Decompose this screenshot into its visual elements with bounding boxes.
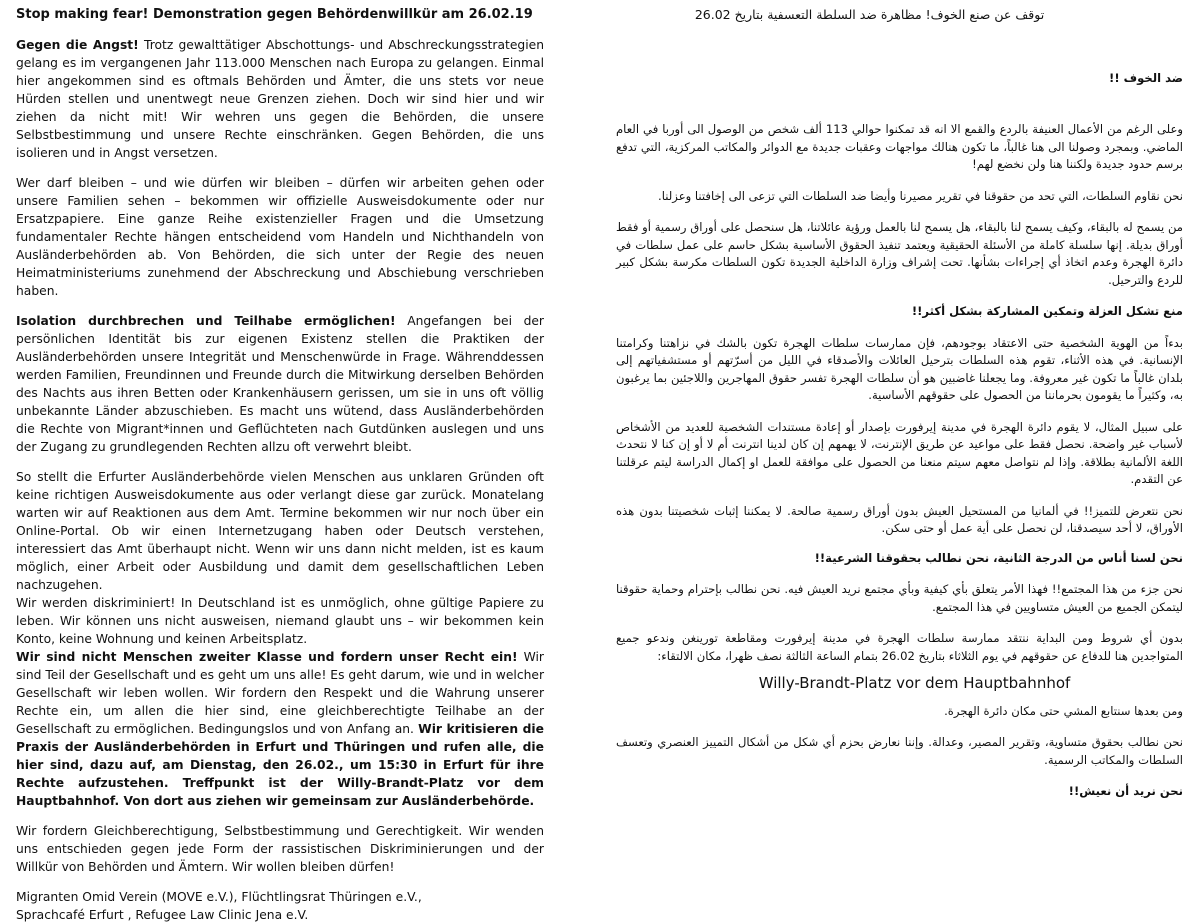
german-column [16, 6, 544, 924]
arabic-paragraph-8: بدون أي شروط ومن البداية ننتقد ممارسة سلطات الهجرة في مدينة إيرفورت ومقاطعة تورينغن وندعو جميع المتواجدين هنا للدفاع عن حقوقهم في يوم الثلاثاء بتاريخ 26.02 بتمام الساعة الثالثة نصف ظهرا، مكان الالتقاء: [616, 631, 1183, 663]
arabic-paragraph-6: نحن نتعرض للتميز!! في ألمانيا من المستحيل العيش بدون أوراق رسمية صالحة. لا يمكننا إثبات شخصيتنا بدون هذه الأوراق، لا أحد سيصدقنا، لن نحصل على أية عمل أو حتى سكن. [616, 503, 1183, 535]
meeting-place: Willy-Brandt-Platz vor dem Hauptbahnhof [758, 674, 1071, 692]
german-call-to-action: Wir kritisieren die Praxis der Ausländerbehörden in Erfurt und Thüringen und rufen alle, die hier sind, dazu auf, am Dienstag, den 26.02., um 15:30 in Erfurt für ihre Rechte aufzustehen. Treffpunkt ist der Willy-Brandt-Platz vor dem Hauptbahnhof. Von dort aus ziehen wir gemeinsam zur Ausländerbehörde. [16, 722, 544, 808]
arabic-paragraph-2: نحن نقاوم السلطات، التي تحد من حقوقنا في تقرير مصيرنا وأيضا ضد السلطات التي تزعى الى إخافتنا وعزلنا. [658, 188, 1183, 203]
german-paragraph-3-text: Angefangen bei der persönlichen Identität bis zur eigenen Existenz stellen die Praktiken der Ausländerbehörden unsere Integrität und Menschenwürde in Frage. Währenddessen werden Familien, Freundinnen und Freunde durch die Mitwirkung derselben Behörden des Nachts aus ihren Betten oder Krankenhäusern gerissen, um sie in uns oft völlig unbekannte Länder abzuschieben. Es macht uns wütend, dass Ausländerbehörden die Rechte von Migrant*innen und Geflüchteten nach Gutdünken auslegen und uns der Zugang zu grundlegenden Rechten allzu oft verwehrt bleibt. [16, 314, 544, 454]
arabic-paragraph-4: بدءاً من الهوية الشخصية حتى الاعتقاد بوجودهم، فإن ممارسات سلطات الهجرة تكون بالشك في نزاهتنا وكرامتنا الإنسانية. في هذه الأثناء، تقوم هذه السلطات بترحيل العائلات والأصدقاء في الليل من أسرّتهم أو مستشفياتهم إلى بلدان غالباً ما تكون غير معروفة. وما يجعلنا غاضبين هو أن سلطات الهجرة تفسر حقوق المهاجرين واللاجئين بما يرغبون به، وكثيراً ما يقومون بحرماننا من الحصول على حقوقهم الأساسية. [616, 335, 1183, 402]
arabic-paragraph-5: على سبيل المثال، لا يقوم دائرة الهجرة في مدينة إيرفورت بإصدار أو إعادة مستندات الشخصية للعديد من الأشخاص لأسباب غير واضحة. نحصل فقط على مواعيد عن طريق الإنترنت، لا يهمهم إن كان لدينا انترنت أم لا أو إن كنا لا نتحدث اللغة الألمانية بطلاقة. وإذا لم نتواصل معهم سيتم منعنا من الحصول على موافقة للعمل او إكمال الدراسة ليتم عرقلتنا عن التقدم. [616, 419, 1183, 486]
german-paragraph-4: So stellt die Erfurter Ausländerbehörde vielen Menschen aus unklaren Gründen oft keine richtigen Ausweisdokumente aus oder verlangt diese gar zurück. Monatelang warten wir auf Reaktionen aus dem Amt. Termine bekommen wir nur noch über ein Online-Portal. Ob wir einen Internetzugang haben oder Deutsch verstehen, interessiert das Amt überhaupt nicht. Wenn wir uns dann nicht melden, ist es kaum möglich, einer Arbeit oder Ausbildung und damit dem gesellschaftlichen Leben nachzugehen. [16, 470, 544, 592]
arabic-column [616, 6, 1183, 801]
german-paragraph-5: Wir werden diskriminiert! In Deutschland ist es unmöglich, ohne gültige Papiere zu leben. Wir können uns nicht ausweisen, niemand glaubt uns – wir bekommen kein Konto, keine Wohnung und keinen Arbeitsplatz. [16, 596, 544, 646]
arabic-paragraph-9: ومن بعدها سنتابع المشي حتى مكان دائرة الهجرة. [944, 703, 1183, 718]
arabic-paragraph-3: من يسمح له بالبقاء، وكيف يسمح لنا بالبقاء، هل يسمح لنا بالعمل ورؤية عائلاتنا، هل سنحصل على أوراق رسمية أو فقط أوراق بديلة. إنها سلسلة كاملة من الأسئلة الحقيقية ويعتمد تنفيذ الحقوق الأساسية بشكل حاسم على عمل سلطات في دائرة الهجرة وعدم اتخاذ أي إجراءات بشأنها. تحت إشراف وزارة الداخلية الجديدة تكون السلطات مكرسة بشكل كبير للردع والترحيل. [616, 220, 1183, 287]
german-signatories [16, 888, 544, 924]
arabic-heading-2: منع تشكل العزلة وتمكين المشاركة بشكل أكثر!! [911, 304, 1183, 318]
arabic-title: توقف عن صنع الخوف! مظاهرة ضد السلطة التعسفية بتاريخ 26.02 [694, 7, 1045, 22]
german-title: Stop making fear! Demonstration gegen Behördenwillkür am 26.02.19 [16, 7, 533, 22]
german-heading-gegen-die-angst: Gegen die Angst! [16, 38, 139, 52]
german-paragraph-6 [16, 648, 544, 810]
arabic-closing: نحن نريد أن نعيش!! [1068, 784, 1183, 798]
signatories-line-1: Migranten Omid Verein (MOVE e.V.), Flüchtlingsrat Thüringen e.V., [16, 890, 422, 904]
german-paragraph-7: Wir fordern Gleichberechtigung, Selbstbestimmung und Gerechtigkeit. Wir wenden uns entschieden gegen jede Form der rassistischen Diskriminierungen und der Willkür von Behörden und Ämtern. Wir wollen bleiben dürfen! [16, 824, 544, 874]
arabic-paragraph-7: نحن جزء من هذا المجتمع!! فهذا الأمر يتعلق بأي كيفية وبأي مجتمع نريد العيش فيه. نحن نطالب بإحترام وحماية حقوقنا ليتمكن الجميع من العيش متساويين في هذا المجتمع. [616, 582, 1183, 614]
arabic-paragraph-1: وعلى الرغم من الأعمال العنيفة بالردع والقمع الا انه قد تمكنوا حوالي 113 ألف شخص من الوصول الى أوربا في العام الماضي. وبمجرد وصولنا الى هنا غالباً، ما تكون هنالك مواجهات وعقبات جديدة مع الدوائر والمكاتب المركزية، التي تدفع برسم حدود جديدة ولكننا هنا ولن نخضع لهم! [616, 122, 1183, 171]
german-paragraph-3 [16, 312, 544, 456]
german-paragraph-1 [16, 36, 544, 162]
arabic-heading-3: نحن لسنا أناس من الدرجة الثانية، نحن نطالب بحقوقنا الشرعية!! [814, 550, 1183, 565]
signatories-line-2: Sprachcafé Erfurt , Refugee Law Clinic Jena e.V. [16, 908, 309, 922]
german-paragraph-2: Wer darf bleiben – und wie dürfen wir bleiben – dürfen wir arbeiten gehen oder unsere Familien sehen – bekommen wir offizielle Ausweisdokumente oder nur Ersatzpapiere. Eine ganze Reihe existenzieller Fragen und die Umsetzung fundamentaler Rechte hängen entscheidend vom Handeln und Nichthandeln von Ausländerbehörden ab. Von Behörden, die sich unter der Regie des neuen Heimatministeriums zunehmend der Abschreckung und Abschiebung verschrieben haben. [16, 176, 544, 298]
arabic-paragraph-10: نحن نطالب بحقوق متساوية، وتقرير المصير، وعدالة. وإننا نعارض بحزم أي شكل من أشكال التمييز العنصري وتعسف السلطات والمكاتب الرسمية. [616, 735, 1183, 767]
german-paragraph-1-text: Trotz gewalttätiger Abschottungs- und Abschreckungsstrategien gelang es im vergangenen Jahr 113.000 Menschen nach Europa zu gelangen. Einmal hier angekommen sind es oftmals Behörden und Ämter, die uns stets vor neue Hürden stellen und unentwegt neue Grenzen ziehen. Doch wir sind hier und wir ziehen da nicht mit! Wir wehren uns gegen die Behörden, die unsere Selbstbestimmung und unsere Rechte einschränken. Gegen Behörden, die uns isolieren und in Angst versetzen. [16, 38, 544, 160]
arabic-heading-1: ضد الخوف !! [1109, 70, 1183, 85]
german-paragraph-6-text: Wir sind Teil der Gesellschaft und es geht um uns alle! Es geht darum, wie und in welcher Gesellschaft wir leben wollen. Wir fordern den Respekt und die Wahrung unserer Rechte ein, um allen die hier sind, eine gleichberechtigte Teilhabe an der Gesellschaft zu ermöglichen. Bedingungslos und von Anfang an. [16, 650, 544, 736]
german-heading-isolation: Isolation durchbrechen und Teilhabe ermöglichen! [16, 314, 396, 328]
german-heading-menschen-zweiter-klasse: Wir sind nicht Menschen zweiter Klasse und fordern unser Recht ein! [16, 650, 518, 664]
